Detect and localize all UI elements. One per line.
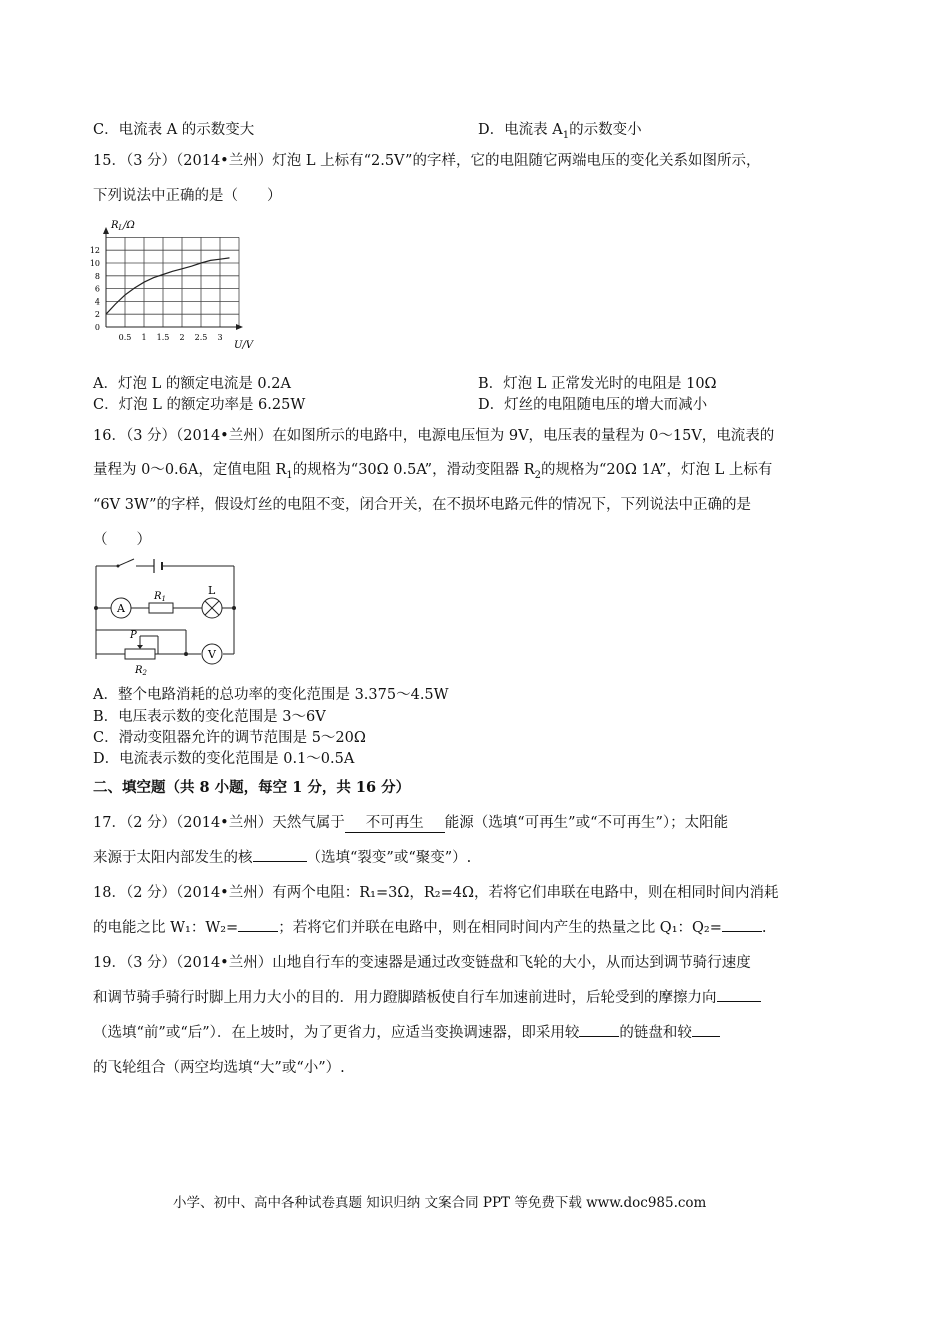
q19-blank-3 <box>692 1022 720 1037</box>
q19-line2 <box>93 986 761 1007</box>
switch-pivot <box>117 565 120 568</box>
q18-blank-1 <box>238 917 278 932</box>
q17-blank-2 <box>253 847 307 862</box>
q18-text-mid: ；若将它们并联在电路中，则在相同时间内产生的热量之比 Q₁：Q₂= <box>278 920 722 936</box>
chart-x-tick-label: 0.5 <box>118 333 132 342</box>
rheostat-r2-label: $R_2$ <box>135 665 147 677</box>
q16-option-a: A．整个电路消耗的总功率的变化范围是 3.375～4.5W <box>93 687 449 703</box>
q16-line2-subscript: 1 <box>286 469 293 481</box>
q14-option-d-subscript: 1 <box>562 129 570 141</box>
q16-circuit-diagram <box>88 556 248 678</box>
q16-line2-text-mid: 的规格为“30Ω 0.5A”，滑动变阻器 R <box>292 462 535 478</box>
chart-y-tick-label: 12 <box>89 246 100 256</box>
q18-text-start: 的电能之比 W₁：W₂= <box>93 920 239 936</box>
q16-stem-line3: “6V 3W”的字样，假设灯丝的电阻不变，闭合开关，在不损坏电路元件的情况下，下列说法中正确的是 <box>93 497 752 513</box>
q18-line1: 18．（2 分）（2014•兰州）有两个电阻：R₁=3Ω，R₂=4Ω，若将它们串联在电路中，则在相同时间内消耗 <box>93 885 779 901</box>
q19-line3 <box>93 1021 720 1042</box>
q14-option-d-text: D．电流表 A <box>478 122 563 138</box>
chart-y-axis-label: $R_L/\Omega$ <box>111 220 135 232</box>
resistor-r1-label: $R_1$ <box>154 591 166 603</box>
q17-line2-text-end: （选填“裂变”或“聚变”）. <box>306 850 472 866</box>
chart-y-ticks <box>90 246 100 332</box>
q16-stem-line2 <box>93 458 772 481</box>
q15-resistance-voltage-chart <box>88 214 268 354</box>
q16-stem-line1: 16．（3 分）（2014•兰州）在如图所示的电路中，电源电压恒为 9V，电压表的量程为 0～15V，电流表的 <box>93 428 775 444</box>
q18-line2 <box>93 916 766 937</box>
q17-text-start: 17．（2 分）（2014•兰州）天然气属于 <box>93 815 345 831</box>
q19-line3-text-mid: 的链盘和较 <box>619 1025 692 1041</box>
q17-text-end: 能源（选填“可再生”或“不可再生”）；太阳能 <box>444 815 729 831</box>
q16-option-b: B．电压表示数的变化范围是 3～6V <box>93 709 326 725</box>
q15-stem-line2: 下列说法中正确的是（ ） <box>93 188 282 204</box>
q19-line3-text: （选填“前”或“后”）．在上坡时，为了更省力，应适当变换调速器，即采用较 <box>93 1025 580 1041</box>
voltmeter-label: V <box>208 648 216 661</box>
q17-line1 <box>93 811 728 833</box>
q18-blank-2 <box>722 917 762 932</box>
q15-option-a: A．灯泡 L 的额定电流是 0.2A <box>93 376 291 392</box>
q16-line2-subscript2: 2 <box>534 469 541 481</box>
junction-right <box>232 606 236 610</box>
chart-x-tick-label: 1.5 <box>156 333 170 342</box>
chart-x-tick-label: 2.5 <box>194 333 208 342</box>
chart-y-tick-label: 2 <box>94 310 100 320</box>
q15-option-b: B．灯泡 L 正常发光时的电阻是 10Ω <box>478 376 717 392</box>
q14-option-d-text-end: 的示数变小 <box>569 122 642 138</box>
resistor-r1-icon <box>149 603 173 613</box>
q16-option-d: D．电流表示数的变化范围是 0.1～0.5A <box>93 751 355 767</box>
battery-symbol <box>154 559 162 573</box>
section-heading-fill-in: 二、填空题（共 8 小题，每空 1 分，共 16 分） <box>93 779 411 796</box>
ammeter-label: A <box>117 602 125 615</box>
q17-line2-text: 来源于太阳内部发生的核 <box>93 850 253 866</box>
chart-y-tick-label: 8 <box>94 271 100 281</box>
lamp-label: L <box>208 584 216 597</box>
chart-x-tick-label: 3 <box>217 333 223 342</box>
chart-y-tick-label: 0 <box>94 323 100 332</box>
q16-option-c: C．滑动变阻器允许的调节范围是 5～20Ω <box>93 730 366 746</box>
q15-option-d: D．灯丝的电阻随电压的增大而减小 <box>478 397 708 413</box>
q16-stem-line4: （ ） <box>93 532 151 548</box>
q17-line2 <box>93 846 471 867</box>
q19-blank-1 <box>717 987 761 1002</box>
resistance-curve <box>106 258 230 314</box>
x-axis-arrow <box>236 324 243 330</box>
chart-x-ticks <box>119 333 223 342</box>
q19-line4: 的飞轮组合（两空均选填“大”或“小”）. <box>93 1060 345 1076</box>
chart-y-tick-label: 4 <box>94 297 100 307</box>
rheostat-r2-icon <box>125 649 155 659</box>
q19-line2-text: 和调节骑手骑行时脚上用力大小的目的．用力蹬脚踏板使自行车加速前进时，后轮受到的摩擦力向 <box>93 990 717 1006</box>
page-footer: 小学、初中、高中各种试卷真题 知识归纳 文案合同 PPT 等免费下载 www.doc985.com <box>173 1195 707 1211</box>
y-axis-arrow <box>103 227 109 234</box>
q18-text-end: . <box>761 920 767 936</box>
junction-bottom <box>184 652 188 656</box>
q19-line1: 19．（3 分）（2014•兰州）山地自行车的变速器是通过改变链盘和飞轮的大小，从而达到调节骑行速度 <box>93 955 751 971</box>
q15-stem-line1: 15．（3 分）（2014•兰州）灯泡 L 上标有“2.5V”的字样，它的电阻随它两端电压的变化关系如图所示， <box>93 153 761 169</box>
q16-line2-text: 量程为 0～0.6A，定值电阻 R <box>93 462 287 478</box>
chart-x-tick-label: 2 <box>179 333 185 342</box>
chart-x-axis-label: U/V <box>234 340 254 351</box>
chart-x-tick-label: 1 <box>141 333 147 342</box>
chart-grid <box>106 237 239 327</box>
rheostat-slider-arrow <box>137 645 143 649</box>
q19-blank-2 <box>579 1022 619 1037</box>
slider-p-label: P <box>130 630 137 641</box>
q15-option-c: C．灯泡 L 的额定功率是 6.25W <box>93 397 306 413</box>
q17-answer-blank: 不可再生 <box>345 816 445 833</box>
chart-y-tick-label: 6 <box>94 284 100 294</box>
junction-left <box>94 606 98 610</box>
q16-line2-text-end: 的规格为“20Ω 1A”，灯泡 L 上标有 <box>541 462 773 478</box>
q14-option-c: C．电流表 A 的示数变大 <box>93 122 255 138</box>
chart-y-tick-label: 10 <box>89 259 100 268</box>
q14-option-d <box>478 118 642 141</box>
